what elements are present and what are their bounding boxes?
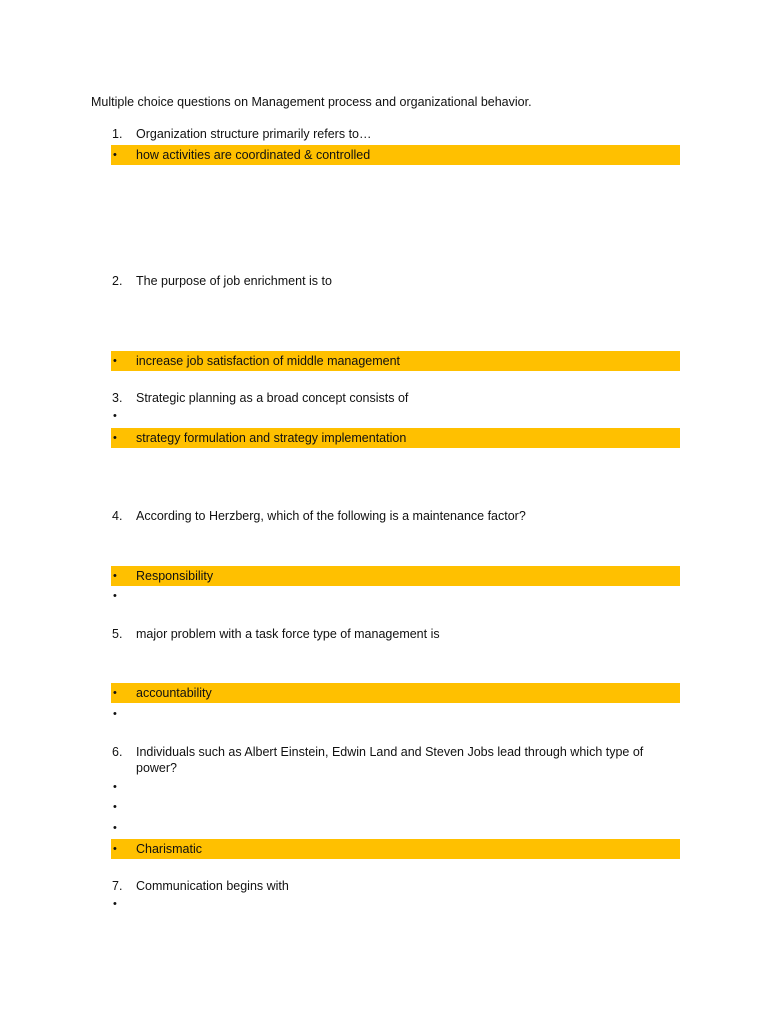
bullet-icon: • — [113, 149, 117, 161]
question-text: Strategic planning as a broad concept consists of — [136, 391, 409, 405]
empty-bullet — [111, 777, 680, 797]
answer-highlight-1 — [111, 145, 680, 165]
question-2 — [112, 273, 682, 289]
bullet-icon: • — [113, 822, 117, 834]
question-number: 4. — [112, 509, 123, 523]
bullet-icon: • — [113, 708, 117, 720]
question-5 — [112, 626, 682, 642]
answer-text: Responsibility — [136, 569, 214, 583]
answer-text: accountability — [136, 686, 212, 700]
question-text: According to Herzberg, which of the following is a maintenance factor? — [136, 509, 526, 523]
answer-highlight-5 — [111, 683, 680, 703]
question-text: major problem with a task force type of management is — [136, 627, 440, 641]
bullet-icon: • — [113, 432, 117, 444]
empty-bullet — [111, 406, 680, 426]
question-number: 6. — [112, 745, 123, 759]
bullet-icon: • — [113, 781, 117, 793]
answer-text: how activities are coordinated & controlled — [136, 148, 371, 162]
question-text: Individuals such as Albert Einstein, Edwin Land and Steven Jobs lead through which type of power? — [136, 745, 644, 775]
question-number: 5. — [112, 627, 123, 641]
bullet-icon: • — [113, 801, 117, 813]
empty-bullet — [111, 586, 680, 606]
question-1 — [112, 126, 682, 142]
question-4 — [112, 508, 682, 524]
empty-bullet — [111, 797, 680, 817]
question-text: Organization structure primarily refers to… — [136, 127, 372, 141]
bullet-icon: • — [113, 590, 117, 602]
answer-text: strategy formulation and strategy implementation — [136, 431, 407, 445]
question-7 — [112, 878, 682, 894]
question-number: 7. — [112, 879, 123, 893]
answer-text: increase job satisfaction of middle management — [136, 354, 401, 368]
answer-highlight-4 — [111, 566, 680, 586]
question-6 — [112, 744, 682, 776]
question-number: 2. — [112, 274, 123, 288]
document-title: Multiple choice questions on Management process and organizational behavior. — [91, 95, 532, 109]
bullet-icon: • — [113, 355, 117, 367]
bullet-icon: • — [113, 898, 117, 910]
answer-text: Charismatic — [136, 842, 202, 856]
bullet-icon: • — [113, 843, 117, 855]
question-text: Communication begins with — [136, 879, 289, 893]
question-3 — [112, 390, 682, 406]
bullet-icon: • — [113, 570, 117, 582]
question-text: The purpose of job enrichment is to — [136, 274, 332, 288]
empty-bullet — [111, 894, 680, 914]
answer-highlight-3 — [111, 428, 680, 448]
bullet-icon: • — [113, 410, 117, 422]
answer-highlight-6 — [111, 839, 680, 859]
answer-highlight-2 — [111, 351, 680, 371]
question-number: 1. — [112, 127, 123, 141]
empty-bullet — [111, 704, 680, 724]
empty-bullet — [111, 818, 680, 838]
question-number: 3. — [112, 391, 123, 405]
bullet-icon: • — [113, 687, 117, 699]
